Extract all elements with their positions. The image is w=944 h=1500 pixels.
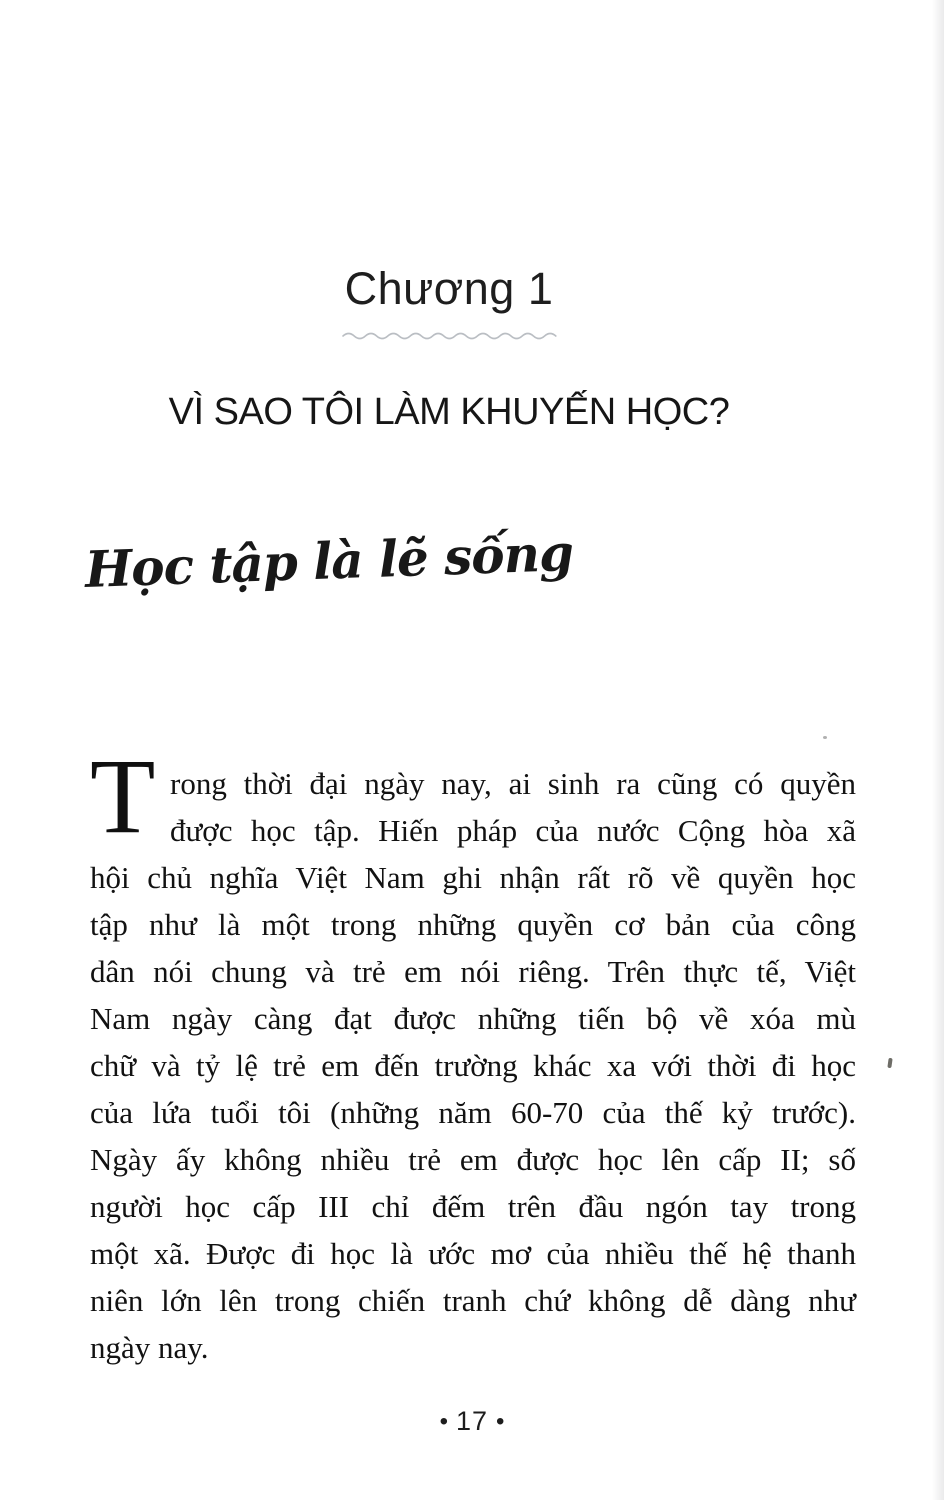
page-number-right-dot: • bbox=[496, 1408, 505, 1435]
body-line: rong thời đại ngày nay, ai sinh ra cũng có quyền bbox=[170, 766, 856, 801]
body-paragraph bbox=[90, 738, 856, 1371]
scan-speck bbox=[823, 736, 827, 739]
body-line: ngày nay. bbox=[90, 1330, 209, 1365]
body-line: một xã. Được đi học là ước mơ của nhiều thế hệ thanh bbox=[90, 1236, 856, 1271]
body-line: dân nói chung và trẻ em nói riêng. Trên thực tế, Việt bbox=[90, 954, 856, 989]
page-edge-shadow bbox=[932, 0, 944, 1500]
body-line: chữ và tỷ lệ trẻ em đến trường khác xa với thời đi học bbox=[90, 1048, 856, 1083]
page-number bbox=[0, 1406, 944, 1437]
wavy-underline-decoration bbox=[0, 330, 921, 340]
chapter-title: VÌ SAO TÔI LÀM KHUYẾN HỌC? bbox=[168, 391, 730, 434]
body-line: tập như là một trong những quyền cơ bản của công bbox=[90, 907, 856, 942]
chapter-label: Chương 1 bbox=[344, 263, 554, 314]
body-line: người học cấp III chỉ đếm trên đầu ngón tay trong bbox=[90, 1189, 856, 1224]
drop-cap: T bbox=[90, 738, 156, 856]
body-line: niên lớn lên trong chiến tranh chứ không dễ dàng như bbox=[90, 1283, 856, 1318]
section-heading: Học tập là lẽ sống bbox=[83, 523, 574, 599]
body-line: của lứa tuổi tôi (những năm 60-70 của thế kỷ trước). bbox=[90, 1095, 856, 1130]
body-line: Ngày ấy không nhiều trẻ em được học lên cấp II; số bbox=[90, 1142, 856, 1177]
page-number-value: 17 bbox=[455, 1406, 489, 1436]
body-line: được học tập. Hiến pháp của nước Cộng hòa xã bbox=[170, 813, 856, 848]
body-line: Nam ngày càng đạt được những tiến bộ về xóa mù bbox=[90, 1001, 856, 1036]
body-line: hội chủ nghĩa Việt Nam ghi nhận rất rõ về quyền học bbox=[90, 860, 856, 895]
scan-speck bbox=[887, 1058, 892, 1068]
page-number-left-dot: • bbox=[439, 1408, 448, 1435]
